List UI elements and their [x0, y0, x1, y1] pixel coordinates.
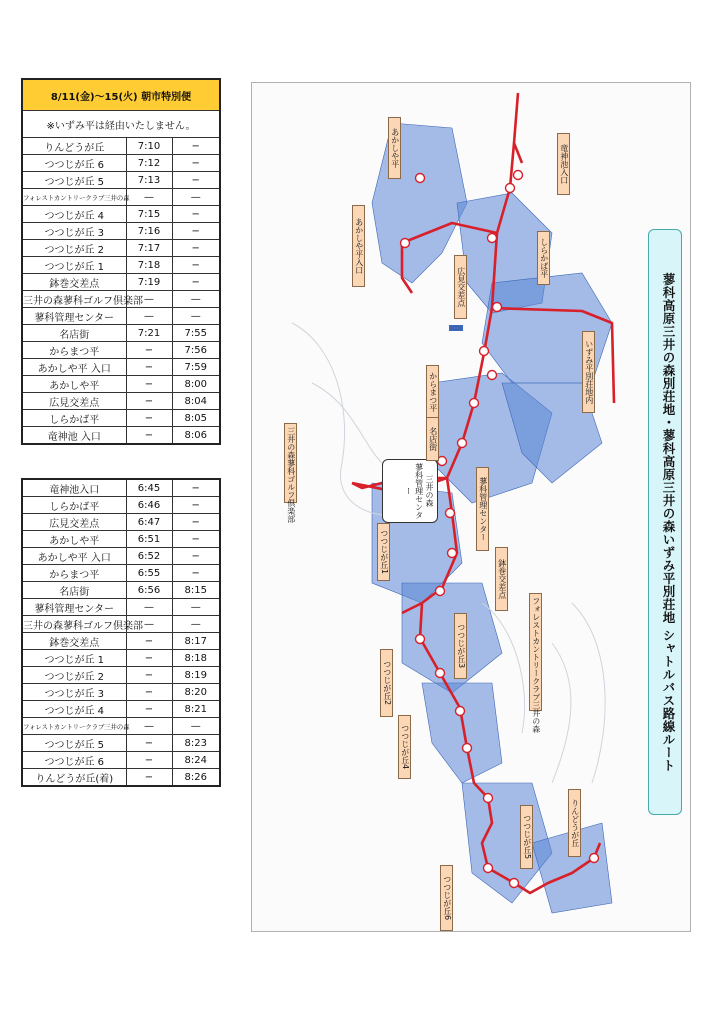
second-time: − — [172, 274, 220, 291]
first-time: — — [126, 616, 172, 633]
first-time: 7:15 — [126, 206, 172, 223]
label-shirakaba: しらかば平 — [537, 231, 550, 285]
stop-name: 三井の森蓼科ゴルフ倶楽部 — [22, 616, 126, 633]
first-time: − — [126, 752, 172, 769]
table-row — [22, 223, 220, 240]
table-row — [22, 667, 220, 684]
second-time: 8:23 — [172, 735, 220, 752]
second-time: 8:05 — [172, 410, 220, 427]
management-center-callout: 三井の森 蓼科管理センター — [382, 459, 438, 523]
table-row — [22, 172, 220, 189]
first-time: — — [126, 308, 172, 325]
table-row — [22, 616, 220, 633]
second-time: − — [172, 548, 220, 565]
second-time: − — [172, 223, 220, 240]
stop-name: 名店街 — [22, 325, 126, 342]
second-time: — — [172, 718, 220, 735]
stop-name: しらかば平 — [22, 497, 126, 514]
stop-name: りんどうが丘 — [22, 138, 126, 155]
table-row — [22, 735, 220, 752]
second-time: − — [172, 479, 220, 497]
stop-name: 蓼科管理センター — [22, 308, 126, 325]
stop-name: つつじが丘 6 — [22, 752, 126, 769]
label-hachimaki: 鉢巻交差点 — [495, 547, 508, 611]
first-time: 6:47 — [126, 514, 172, 531]
second-time: − — [172, 497, 220, 514]
first-time: − — [126, 359, 172, 376]
first-time: − — [126, 769, 172, 787]
first-time: − — [126, 393, 172, 410]
table-row — [22, 274, 220, 291]
label-forest: フォレストカントリークラブ三井の森 — [529, 593, 542, 711]
first-time: 7:13 — [126, 172, 172, 189]
table-row — [22, 479, 220, 497]
first-time: 6:46 — [126, 497, 172, 514]
table-row — [22, 376, 220, 393]
bus-stop-marker — [436, 669, 445, 678]
second-time: 8:18 — [172, 650, 220, 667]
first-time: 6:52 — [126, 548, 172, 565]
second-time: — — [172, 616, 220, 633]
bus-stop-marker — [456, 707, 465, 716]
table-row — [22, 769, 220, 787]
table-row — [22, 257, 220, 274]
table-row — [22, 650, 220, 667]
label-akashiya: あかしや平 — [388, 117, 401, 179]
bus-stop-marker — [438, 457, 447, 466]
first-time: − — [126, 667, 172, 684]
second-time: 8:26 — [172, 769, 220, 787]
label-ryujin: 竜神池入口 — [557, 133, 570, 195]
second-time: — — [172, 291, 220, 308]
timetable-title: 8/11(金)〜15(火) 朝市特別便 — [22, 79, 220, 111]
bus-stop-marker — [436, 587, 445, 596]
first-time: 7:18 — [126, 257, 172, 274]
first-time: 6:45 — [126, 479, 172, 497]
stop-name: 蓼科管理センター — [22, 599, 126, 616]
first-time: − — [126, 342, 172, 359]
first-time: — — [126, 718, 172, 735]
bus-stop-marker — [488, 234, 497, 243]
table-row — [22, 325, 220, 342]
table-row — [22, 410, 220, 427]
stop-name: つつじが丘 4 — [22, 206, 126, 223]
area-legend-chip — [449, 325, 463, 331]
table-row — [22, 565, 220, 582]
bus-stop-marker — [480, 347, 489, 356]
second-time: 8:21 — [172, 701, 220, 718]
second-time: 7:55 — [172, 325, 220, 342]
bus-stop-marker — [470, 399, 479, 408]
label-izumi: いずみ平別荘地内 — [582, 331, 595, 413]
first-time: 7:17 — [126, 240, 172, 257]
bus-stop-marker — [514, 171, 523, 180]
first-time: − — [126, 701, 172, 718]
table-row — [22, 393, 220, 410]
stop-name: つつじが丘 3 — [22, 684, 126, 701]
table-row — [22, 427, 220, 445]
bus-stop-marker — [484, 794, 493, 803]
stop-name: つつじが丘 5 — [22, 172, 126, 189]
first-time: — — [126, 599, 172, 616]
stop-name: つつじが丘 2 — [22, 240, 126, 257]
stop-name: つつじが丘 6 — [22, 155, 126, 172]
stop-name: 広見交差点 — [22, 514, 126, 531]
first-time: − — [126, 633, 172, 650]
table-row — [22, 189, 220, 206]
first-time: 7:21 — [126, 325, 172, 342]
first-time: 7:19 — [126, 274, 172, 291]
route-map-graphic — [252, 83, 690, 931]
bus-stop-marker — [590, 854, 599, 863]
bus-stop-marker — [488, 371, 497, 380]
timetable-note: ※いずみ平は経由いたしません。 — [22, 111, 220, 138]
stop-name: 竜神池入口 — [22, 479, 126, 497]
first-time: − — [126, 650, 172, 667]
table-row — [22, 548, 220, 565]
stop-name: あかしや平 — [22, 531, 126, 548]
second-time: − — [172, 240, 220, 257]
first-time: − — [126, 376, 172, 393]
bus-stop-marker — [510, 879, 519, 888]
second-time: − — [172, 565, 220, 582]
stop-name: つつじが丘 5 — [22, 735, 126, 752]
first-time: 6:55 — [126, 565, 172, 582]
table-row — [22, 206, 220, 223]
stop-name: つつじが丘 4 — [22, 701, 126, 718]
label-tsutsuji3: つつじが丘3 — [454, 613, 467, 679]
table-row — [22, 752, 220, 769]
first-time: 7:12 — [126, 155, 172, 172]
label-tsutsuji2: つつじが丘2 — [380, 649, 393, 717]
second-time: 8:19 — [172, 667, 220, 684]
table-row — [22, 359, 220, 376]
second-time: − — [172, 172, 220, 189]
second-time: — — [172, 189, 220, 206]
table-row — [22, 291, 220, 308]
stop-name: 竜神池 入口 — [22, 427, 126, 445]
table-row — [22, 701, 220, 718]
stop-name: つつじが丘 1 — [22, 257, 126, 274]
second-time: 8:06 — [172, 427, 220, 445]
bus-stop-marker — [506, 184, 515, 193]
second-time: 8:00 — [172, 376, 220, 393]
label-hiromi: 広見交差点 — [454, 255, 467, 319]
first-time: 6:51 — [126, 531, 172, 548]
stop-name: フォレストカントリークラブ三井の森 — [22, 718, 126, 735]
table-row — [22, 155, 220, 172]
table-row — [22, 718, 220, 735]
second-time: − — [172, 514, 220, 531]
stop-name: あかしや平 入口 — [22, 359, 126, 376]
timetable-inbound — [21, 478, 221, 787]
label-tsutsuji1: つつじが丘1 — [377, 523, 390, 581]
second-time: 8:17 — [172, 633, 220, 650]
first-time: 6:56 — [126, 582, 172, 599]
second-time: − — [172, 531, 220, 548]
table-row — [22, 308, 220, 325]
stop-name: しらかば平 — [22, 410, 126, 427]
first-time: − — [126, 684, 172, 701]
second-time: 8:15 — [172, 582, 220, 599]
label-rindo: りんどうが丘 — [568, 789, 581, 857]
table-row — [22, 531, 220, 548]
label-tsutsuji4: つつじが丘4 — [398, 715, 411, 779]
first-time: — — [126, 291, 172, 308]
second-time: − — [172, 257, 220, 274]
first-time: − — [126, 735, 172, 752]
table-row — [22, 240, 220, 257]
stop-name: からまつ平 — [22, 342, 126, 359]
first-time: − — [126, 427, 172, 445]
stop-name: つつじが丘 2 — [22, 667, 126, 684]
first-time: 7:16 — [126, 223, 172, 240]
table-row — [22, 342, 220, 359]
label-golf: 三井の森蓼科ゴルフ倶楽部 — [284, 423, 297, 503]
second-time: 8:20 — [172, 684, 220, 701]
second-time: 8:24 — [172, 752, 220, 769]
stop-name: りんどうが丘(着) — [22, 769, 126, 787]
table-row — [22, 599, 220, 616]
bus-stop-marker — [493, 303, 502, 312]
label-tsutsuji5: つつじが丘5 — [520, 805, 533, 869]
label-akashiya-iri: あかしや平入口 — [352, 205, 365, 287]
stop-name: 鉢巻交差点 — [22, 633, 126, 650]
bus-stop-marker — [446, 509, 455, 518]
bus-stop-marker — [458, 439, 467, 448]
second-time: 7:59 — [172, 359, 220, 376]
label-tsutsuji6: つつじが丘6 — [440, 865, 453, 931]
bus-stop-marker — [484, 864, 493, 873]
stop-name: つつじが丘 1 — [22, 650, 126, 667]
bus-stop-marker — [463, 744, 472, 753]
second-time: − — [172, 138, 220, 155]
second-time: — — [172, 599, 220, 616]
route-map — [251, 82, 691, 932]
second-time: 8:04 — [172, 393, 220, 410]
stop-name: つつじが丘 3 — [22, 223, 126, 240]
map-title: 蓼科高原三井の森別荘地・蓼科高原三井の森いずみ平別荘地 シャトルバス路線ルート — [648, 229, 682, 815]
second-time: − — [172, 206, 220, 223]
table-row — [22, 582, 220, 599]
table-row — [22, 684, 220, 701]
stop-name: あかしや平 — [22, 376, 126, 393]
second-time: 7:56 — [172, 342, 220, 359]
bus-stop-marker — [416, 174, 425, 183]
bus-stop-marker — [448, 549, 457, 558]
bus-stop-marker — [416, 635, 425, 644]
stop-name: あかしや平 入口 — [22, 548, 126, 565]
second-time: − — [172, 155, 220, 172]
second-time: — — [172, 308, 220, 325]
table-row — [22, 138, 220, 155]
label-kanri: 蓼科管理センター — [476, 467, 489, 551]
stop-name: からまつ平 — [22, 565, 126, 582]
label-karamatsu: からまつ平 — [426, 365, 439, 419]
table-row — [22, 633, 220, 650]
table-row — [22, 497, 220, 514]
stop-name: フォレストカントリークラブ三井の森 — [22, 189, 126, 206]
stop-name: 広見交差点 — [22, 393, 126, 410]
first-time: 7:10 — [126, 138, 172, 155]
first-time: — — [126, 189, 172, 206]
stop-name: 名店街 — [22, 582, 126, 599]
stop-name: 三井の森蓼科ゴルフ倶楽部 — [22, 291, 126, 308]
bus-stop-marker — [401, 239, 410, 248]
first-time: − — [126, 410, 172, 427]
label-meiten: 名店街 — [426, 417, 439, 461]
timetable-outbound — [21, 78, 221, 445]
table-row — [22, 514, 220, 531]
stop-name: 鉢巻交差点 — [22, 274, 126, 291]
